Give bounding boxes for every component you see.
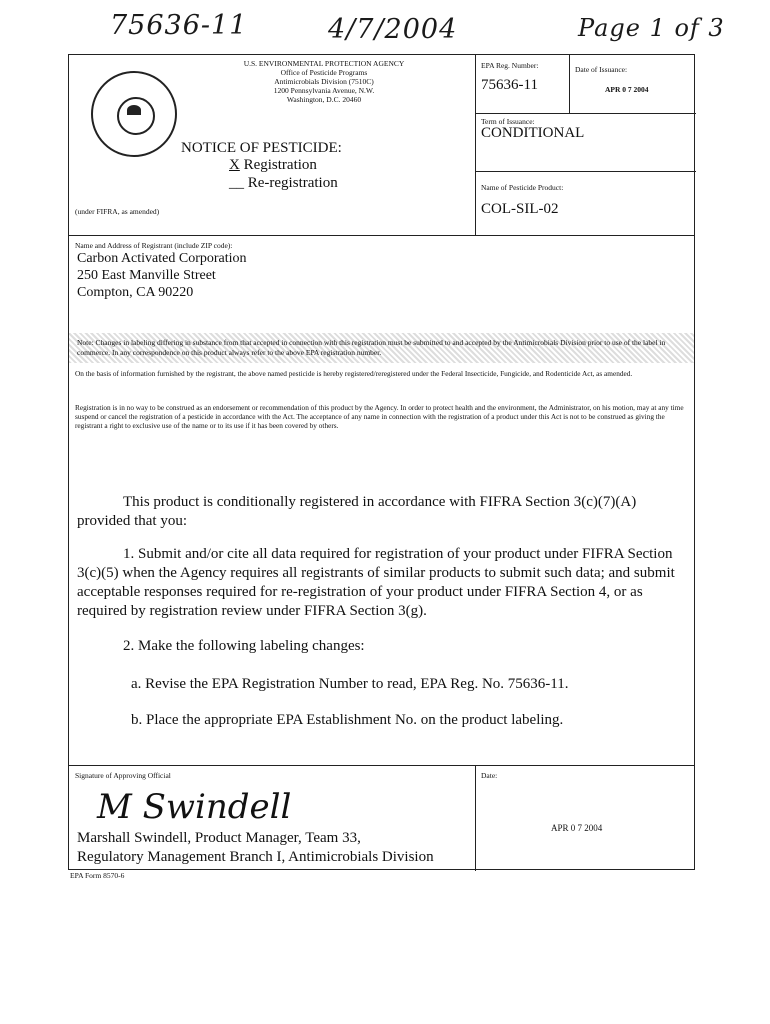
intro-paragraph: This product is conditionally registered in accordance with FIFRA Section 3(c)(7)(A) provided that you: bbox=[77, 494, 637, 529]
registrant-name: Carbon Activated Corporation bbox=[77, 251, 247, 266]
condition-2: 2. Make the following labeling changes: bbox=[123, 638, 365, 654]
signatory-branch: Regulatory Management Branch I, Antimicrobials Division bbox=[77, 849, 434, 865]
product-label: Name of Pesticide Product: bbox=[481, 183, 564, 192]
reg-number: 75636-11 bbox=[481, 77, 538, 93]
reg-number-label: EPA Reg. Number: bbox=[481, 61, 539, 70]
notice-title: NOTICE OF PESTICIDE: bbox=[181, 140, 342, 156]
handwritten-reg-number: 75636-11 bbox=[110, 10, 248, 41]
labeling-note: Note: Changes in labeling differing in substance from that accepted in connection with this registration must be submitted to and accepted by the Antimicrobials Division prior to use of the label in commerce. In any correspondence on this product always refer to the above EPA registration number. bbox=[69, 333, 694, 363]
registration-check: X bbox=[229, 157, 240, 173]
registrant-street: 250 East Manville Street bbox=[77, 268, 216, 283]
form-number: EPA Form 8570-6 bbox=[70, 871, 125, 880]
registrant-address bbox=[77, 250, 247, 301]
handwritten-page: Page 1 of 3 bbox=[578, 14, 725, 42]
registration-option[interactable] bbox=[229, 157, 317, 174]
term-label: Term of Issuance: bbox=[481, 117, 535, 126]
date-issuance-label: Date of Issuance: bbox=[575, 65, 628, 74]
handwritten-date: 4/7/2004 bbox=[328, 14, 458, 45]
condition-1: 1. Submit and/or cite all data required for registration of your product under FIFRA Section 3(c)(5) when the Agency requires all registrants of similar products to submit such data; and submit acceptable responses required for re-registration of your product under FIFRA Section 4, or as required by registration review under FIFRA Section 3(g). bbox=[77, 546, 675, 619]
agency-address: U.S. ENVIRONMENTAL PROTECTION AGENCY Office of Pesticide Programs Antimicrobials Division (7510C) 1200 Pennsylvania Avenue, N.W. Washington, D.C. 20460 bbox=[243, 59, 405, 104]
signatory-block bbox=[77, 829, 434, 867]
date-label: Date: bbox=[481, 771, 498, 780]
signature: M Swindell bbox=[97, 787, 292, 827]
registrant-city: Compton, CA 90220 bbox=[77, 285, 194, 300]
basis-paragraph: On the basis of information furnished by the registrant, the above named pesticide is hereby registered/reregistered under the Federal Insecticide, Fungicide, and Rodenticide Act, as amended. bbox=[75, 369, 633, 378]
signature-label: Signature of Approving Official bbox=[75, 771, 171, 780]
signatory-name: Marshall Swindell, Product Manager, Team 33, bbox=[77, 830, 361, 846]
registration-label: Registration bbox=[243, 157, 317, 173]
pesticide-notice-form bbox=[68, 54, 695, 870]
signature-date: APR 0 7 2004 bbox=[551, 823, 603, 833]
registration-paragraph: Registration is in no way to be construed as an endorsement or recommendation of this product by the Agency. In order to protect health and the environment, the Administrator, on his motion, may at any time suspend or cancel the registration of a pesticide in accordance with the Act. The acceptance of any name in connection with the registration of a product under this Act is not to be construed as giving the registrant a right to exclusive use of the name or to its use if it has been covered by others. bbox=[75, 403, 684, 430]
product-name: COL-SIL-02 bbox=[481, 201, 559, 217]
registrant-label: Name and Address of Registrant (include ZIP code): bbox=[75, 241, 233, 250]
date-issuance: APR 0 7 2004 bbox=[605, 85, 649, 94]
term: CONDITIONAL bbox=[481, 125, 585, 141]
under-fifra: (under FIFRA, as amended) bbox=[75, 207, 160, 216]
condition-2b: b. Place the appropriate EPA Establishment No. on the product labeling. bbox=[131, 712, 564, 728]
epa-seal-icon bbox=[91, 71, 177, 157]
reregistration-check: __ bbox=[229, 175, 244, 191]
reregistration-option[interactable] bbox=[229, 175, 338, 192]
reregistration-label: Re-registration bbox=[247, 175, 338, 191]
condition-2a: a. Revise the EPA Registration Number to read, EPA Reg. No. 75636-11. bbox=[131, 676, 569, 692]
